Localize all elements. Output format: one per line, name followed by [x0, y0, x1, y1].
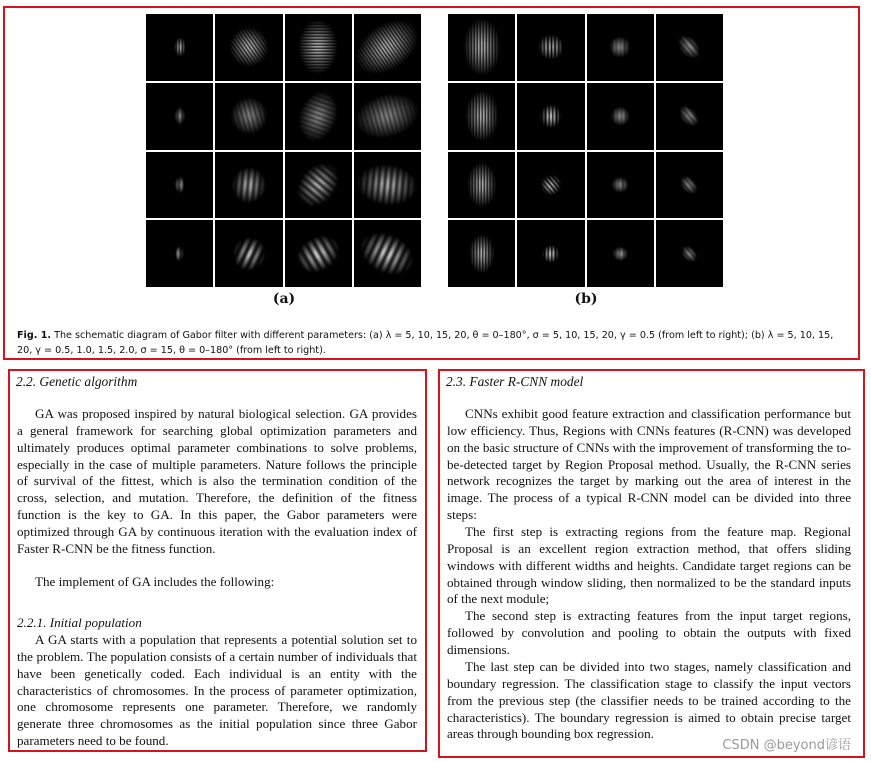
section-genetic-algorithm — [8, 369, 427, 752]
gabor-kernel-image — [288, 154, 348, 215]
gabor-filter-thumbnail — [215, 83, 282, 150]
gabor-kernel-image — [227, 231, 272, 277]
gabor-kernel-image — [677, 172, 702, 198]
gabor-filter-thumbnail — [146, 83, 213, 150]
gabor-filter-thumbnail — [587, 14, 654, 81]
gabor-filter-thumbnail — [215, 220, 282, 287]
gabor-kernel-image — [174, 37, 186, 57]
gabor-filter-thumbnail — [448, 220, 515, 287]
gabor-kernel-image — [174, 107, 185, 126]
panel-b-label: (b) — [574, 291, 598, 307]
gabor-kernel-image — [174, 176, 185, 194]
section-faster-rcnn — [438, 369, 865, 758]
gabor-kernel-image — [678, 242, 700, 265]
body-paragraph: The last step can be divided into two stages, namely classification and boundary regression. The classification stage to classify the input vectors from the previous step (the classifier needs to be trained according to the characteristics). The boundary regression is aimed to obtain precise target areas through bounding box regression. — [447, 659, 851, 742]
gabor-filter-thumbnail — [587, 220, 654, 287]
gabor-filter-thumbnail — [354, 83, 421, 150]
gabor-kernel-image — [354, 223, 421, 284]
gabor-kernel-image — [610, 106, 630, 126]
gabor-filter-thumbnail — [146, 14, 213, 81]
gabor-filter-thumbnail — [656, 14, 723, 81]
body-paragraph: GA was proposed inspired by natural biological selection. GA provides a general framework for searching global optimization parameters and ultimately produces optimal parameter combinations to solve problems, especially in the case of multiple parameters. Nature follows the principle of survival of the fittest, which is also the termination condition of the cross, selection, and mutation. Therefore, the definition of the fitness function is the key to GA. In this paper, the Gabor parameters were optimized through GA by continuous iteration with the evaluation index of Faster R-CNN be the fitness function. — [17, 406, 417, 556]
section-heading: 2.3. Faster R-CNN model — [446, 374, 584, 389]
gabor-filter-thumbnail — [587, 152, 654, 219]
figure-region — [3, 6, 860, 360]
gabor-filter-thumbnail — [517, 14, 584, 81]
gabor-kernel-image — [538, 34, 564, 60]
gabor-kernel-image — [354, 14, 421, 81]
panel-a-label: (a) — [272, 291, 296, 307]
gabor-kernel-image — [463, 18, 501, 76]
gabor-kernel-image — [354, 86, 421, 146]
gabor-filter-thumbnail — [146, 152, 213, 219]
gabor-filter-thumbnail — [285, 14, 352, 81]
gabor-filter-thumbnail — [656, 83, 723, 150]
gabor-filter-thumbnail — [517, 83, 584, 150]
gabor-filter-thumbnail — [354, 14, 421, 81]
gabor-kernel-image — [289, 227, 346, 280]
gabor-kernel-image — [536, 170, 565, 199]
gabor-kernel-image — [175, 245, 185, 263]
body-paragraph: CNNs exhibit good feature extraction and classification performance but low efficiency. Thus, Regions with CNNs features (R-CNN) was developed on the basic structure of CNNs with the improvement of transforming the to-be-detected target by Region Proposal method. Usually, the R-CNN series network recognizes the target by marking out the area of interest in the image. The process of a typical R-CNN model can be divided into three steps: — [447, 406, 851, 523]
gabor-filter-thumbnail — [215, 14, 282, 81]
gabor-filter-thumbnail — [517, 220, 584, 287]
gabor-kernel-image — [221, 20, 277, 76]
gabor-filter-thumbnail — [656, 220, 723, 287]
gabor-filter-thumbnail — [448, 83, 515, 150]
gabor-kernel-image — [468, 233, 495, 274]
subsection-heading: 2.2.1. Initial population — [17, 615, 142, 630]
body-paragraph: The implement of GA includes the following: — [35, 574, 275, 589]
gabor-kernel-image — [673, 31, 705, 64]
gabor-kernel-image — [612, 246, 627, 261]
section-heading: 2.2. Genetic algorithm — [16, 374, 138, 389]
gabor-filter-thumbnail — [285, 220, 352, 287]
gabor-kernel-image — [465, 90, 499, 142]
gabor-kernel-image — [542, 245, 560, 263]
gabor-filter-thumbnail — [354, 152, 421, 219]
gabor-panel-b — [448, 14, 723, 287]
body-paragraph: The first step is extracting regions from the feature map. Regional Proposal is an excellent region extraction method, that offers sliding windows with different widths and heights. Candidate target regions can be obtained through window sliding, then normalized to be the standard inputs of the next module; — [447, 524, 851, 607]
gabor-kernel-image — [226, 93, 272, 140]
gabor-panel-a — [146, 14, 421, 287]
gabor-kernel-image — [355, 161, 420, 209]
gabor-kernel-image — [539, 104, 562, 127]
body-paragraph: The second step is extracting features from the input target regions, followed by convolution and pooling to obtain the outputs with fixed dimensions. — [447, 608, 851, 657]
gabor-kernel-image — [291, 85, 345, 148]
gabor-filter-thumbnail — [285, 152, 352, 219]
figure-caption — [17, 328, 851, 358]
gabor-filter-thumbnail — [285, 83, 352, 150]
gabor-filter-thumbnail — [656, 152, 723, 219]
gabor-kernel-image — [611, 176, 629, 194]
gabor-filter-thumbnail — [587, 83, 654, 150]
gabor-filter-thumbnail — [448, 152, 515, 219]
body-paragraph: A GA starts with a population that represents a potential solution set to the problem. The population consists of a certain number of individuals that have been genetically coded. Each individual is an entity with the characteristics of chromosomes. In the process of parameter optimization, one chromosome represents one parameter. Therefore, we randomly generate three chromosomes as the initial population since three Gabor parameters need to be found. — [17, 632, 417, 749]
caption-text: The schematic diagram of Gabor filter with different parameters: (a) λ = 5, 10, 15, 20, θ = 0–180°, σ = 5, 10, 15, 20, γ = 0.5 (from left to right); (b) λ = 5, 10, 15, 20, γ = 0.5, 1.0, 1.5, 2.0, σ = 15, θ = 0–180° (from left to right). — [17, 330, 834, 356]
gabor-filter-thumbnail — [448, 14, 515, 81]
gabor-kernel-image — [298, 19, 338, 75]
gabor-kernel-image — [675, 101, 704, 131]
watermark: CSDN @beyond谚语 — [722, 738, 851, 753]
figure-number: Fig. 1. — [17, 330, 52, 341]
gabor-kernel-image — [466, 162, 496, 208]
gabor-filter-thumbnail — [146, 220, 213, 287]
gabor-kernel-image — [609, 36, 631, 58]
gabor-filter-thumbnail — [215, 152, 282, 219]
gabor-filter-thumbnail — [354, 220, 421, 287]
gabor-filter-thumbnail — [517, 152, 584, 219]
gabor-kernel-image — [230, 165, 268, 205]
